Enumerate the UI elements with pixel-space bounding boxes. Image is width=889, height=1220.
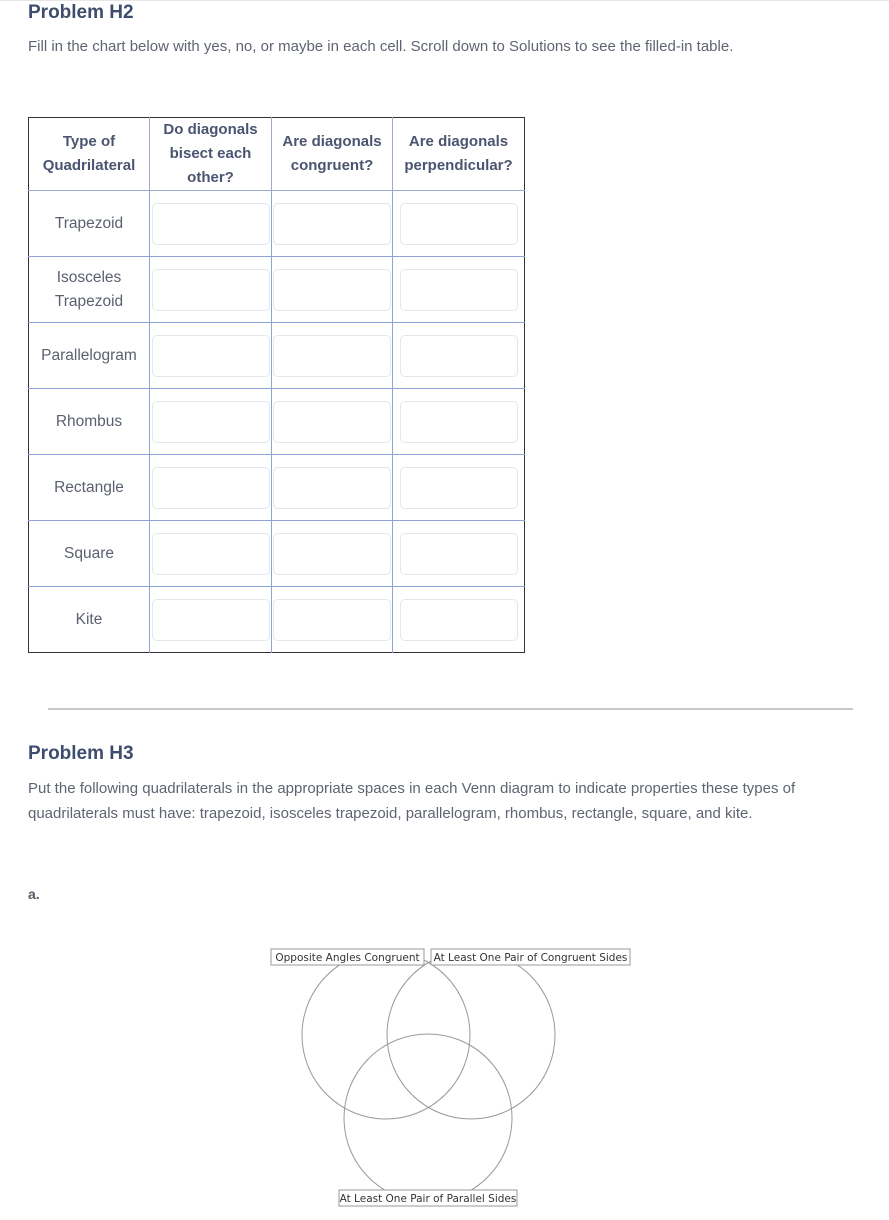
venn-circle-left — [302, 951, 470, 1119]
problem-h3-instructions: Put the following quadrilaterals in the appropriate spaces in each Venn diagram to indicate properties these types of quadrilaterals must have: trapezoid, isosceles trapezoid, parallelogram, rhombus, rectangle, square, and kite. — [28, 780, 796, 822]
row-label-line2: Trapezoid — [54, 292, 124, 310]
row-label-line1: Parallelogram — [41, 346, 137, 364]
header-perp-line2: perpendicular? — [404, 157, 513, 174]
venn-label-bottom: At Least One Pair of Parallel Sides — [339, 1193, 517, 1205]
row-label-line1: Square — [64, 544, 114, 562]
row-label-line1: Trapezoid — [54, 214, 124, 232]
problem-h2-instructions: Fill in the chart below with yes, no, or maybe in each cell. Scroll down to Solutions to see the filled-in table. — [28, 38, 734, 55]
header-congruent-line2: congruent? — [290, 157, 374, 174]
problem-h3-title: Problem H3 — [28, 743, 134, 764]
header-type-line2: Quadrilateral — [42, 157, 136, 174]
problem-h2-title: Problem H2 — [28, 2, 134, 23]
venn-label-left: Opposite Angles Congruent — [275, 952, 420, 964]
header-bisect-line3: other? — [187, 169, 234, 186]
header-bisect-line2: bisect each — [169, 145, 252, 162]
row-label-line1: Kite — [75, 610, 103, 628]
row-label-line1: Isosceles — [56, 268, 122, 286]
header-type-line1: Type of — [62, 133, 116, 150]
header-bisect-line1: Do diagonals — [163, 121, 258, 138]
part-a-label: a. — [28, 886, 40, 902]
header-perp-line1: Are diagonals — [408, 133, 509, 150]
row-label-line1: Rectangle — [54, 478, 124, 496]
header-congruent-line1: Are diagonals — [282, 133, 382, 150]
venn-label-right: At Least One Pair of Congruent Sides — [433, 952, 628, 964]
row-label-line1: Rhombus — [55, 412, 123, 430]
